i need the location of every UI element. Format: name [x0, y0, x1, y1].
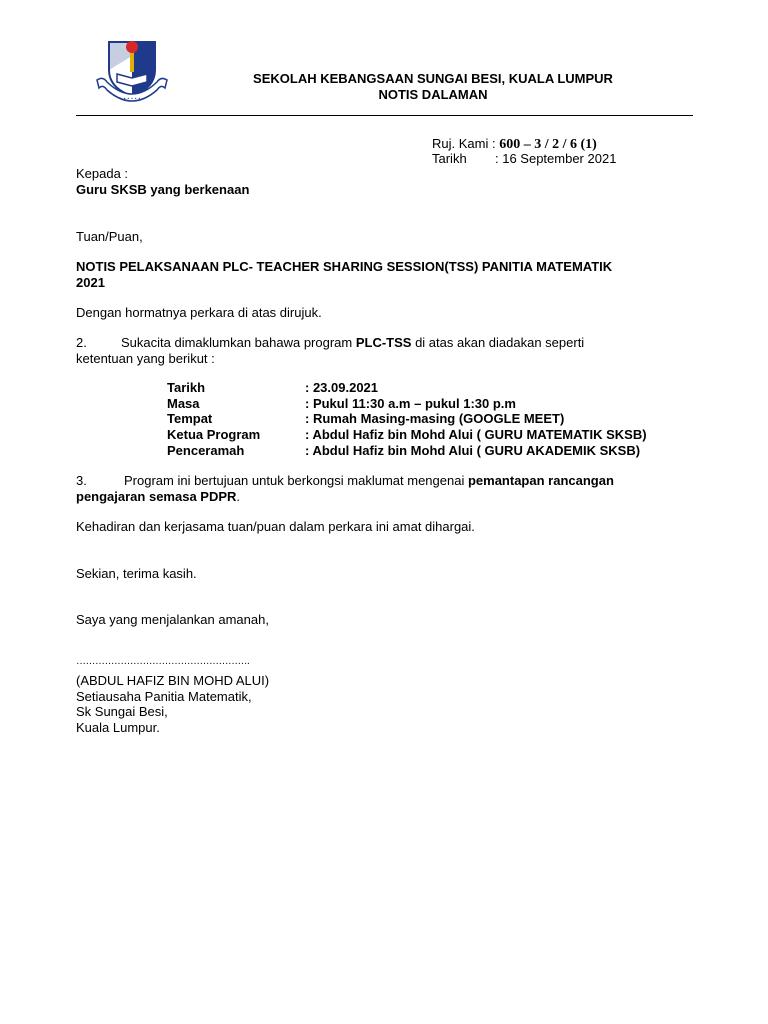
recipient-name: Guru SKSB yang berkenaan [76, 182, 250, 197]
para2-text: Sukacita dimaklumkan bahawa program [121, 335, 356, 350]
detail-value: : Abdul Hafiz bin Mohd Alui ( GURU AKADEMIK SKSB) [305, 443, 641, 458]
detail-label: Tempat [167, 411, 213, 426]
reference-value: 600 – 3 / 2 / 6 (1) [499, 137, 597, 152]
reference-date-value: : 16 September 2021 [495, 151, 617, 166]
para3-end: . [236, 489, 241, 504]
signature-line: ………………………………………………. [76, 656, 250, 667]
detail-label: Ketua Program [167, 427, 261, 442]
detail-value: : Abdul Hafiz bin Mohd Alui ( GURU MATEMATIK SKSB) [305, 427, 647, 442]
recipient-label: Kepada : [76, 166, 129, 181]
detail-value: : Pukul 11:30 a.m – pukul 1:30 p.m [305, 396, 516, 411]
signatory-school: Sk Sungai Besi, [76, 704, 168, 719]
opening-paragraph: Dengan hormatnya perkara di atas dirujuk. [76, 305, 322, 320]
reference-date-label: Tarikh [432, 151, 467, 166]
detail-label: Masa [167, 396, 200, 411]
salutation: Tuan/Puan, [76, 229, 143, 244]
para3-line1 [124, 473, 614, 489]
svg-text:• • • • • • •: • • • • • • • [119, 96, 145, 101]
detail-label: Penceramah [167, 443, 245, 458]
trust-line: Saya yang menjalankan amanah, [76, 612, 269, 627]
appreciation: Kehadiran dan kerjasama tuan/puan dalam perkara ini amat dihargai. [76, 519, 475, 534]
para3-bold: pemantapan rancangan [467, 473, 614, 488]
para2-line2: ketentuan yang berikut : [76, 351, 215, 366]
program-name: PLC-TSS [355, 335, 412, 350]
para3-text: Program ini bertujuan untuk berkongsi maklumat mengenai [124, 473, 468, 488]
header-divider [76, 115, 693, 116]
signatory-name: (ABDUL HAFIZ BIN MOHD ALUI) [76, 673, 270, 688]
reference-label: Ruj. Kami : [432, 136, 496, 151]
para2-text-after: di atas akan diadakan seperti [411, 335, 585, 350]
para2-line1 [121, 335, 584, 351]
closing: Sekian, terima kasih. [76, 566, 197, 581]
school-name: SEKOLAH KEBANGSAAN SUNGAI BESI, KUALA LUMPUR [253, 71, 613, 86]
para3-bold: pengajaran semasa PDPR [76, 489, 237, 504]
detail-label: Tarikh [167, 380, 206, 395]
para2-number: 2. [76, 335, 87, 350]
detail-value: : Rumah Masing-masing (GOOGLE MEET) [305, 411, 565, 426]
signatory-position: Setiausaha Panitia Matematik, [76, 689, 252, 704]
para3-number: 3. [76, 473, 87, 488]
notice-title-year: 2021 [76, 275, 105, 290]
school-crest-icon [95, 36, 169, 108]
notice-type: NOTIS DALAMAN [378, 87, 488, 102]
detail-value: : 23.09.2021 [305, 380, 379, 395]
signatory-city: Kuala Lumpur. [76, 720, 160, 735]
para3-line2 [76, 489, 240, 505]
notice-title: NOTIS PELAKSANAAN PLC- TEACHER SHARING SESSION(TSS) PANITIA MATEMATIK [76, 259, 613, 274]
